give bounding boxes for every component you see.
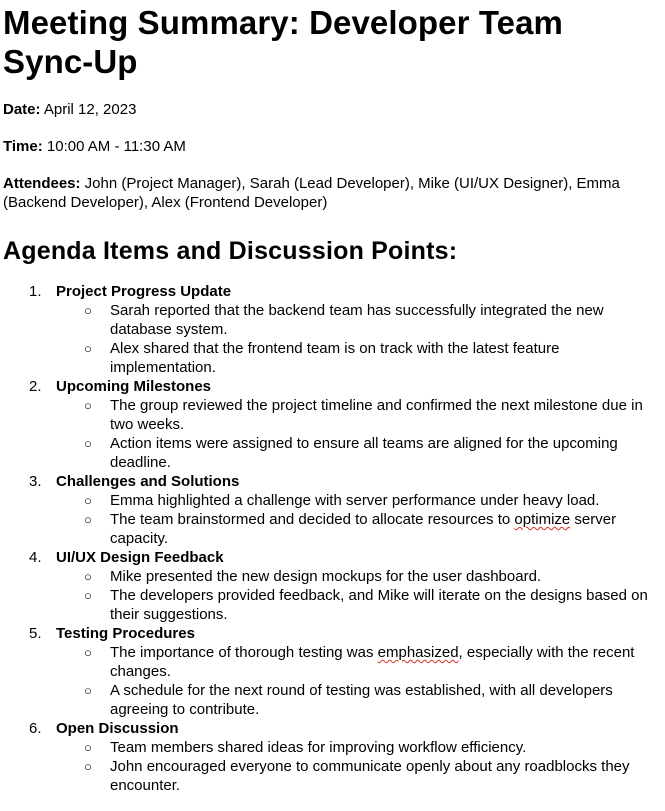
point-text: The team brainstormed and decided to allocate resources to optimize server capacity. (110, 511, 617, 547)
bullet-icon: ○ (84, 740, 92, 755)
point-text: Sarah reported that the backend team has successfully integrated the new database system. (110, 302, 604, 338)
point-list (56, 567, 661, 624)
list-item (56, 510, 661, 548)
attendees-value: John (Project Manager), Sarah (Lead Developer), Mike (UI/UX Designer), Emma (Backend Developer), Alex (Frontend Developer) (3, 175, 620, 211)
date-label: Date: (3, 101, 41, 118)
bullet-icon: ○ (84, 512, 92, 527)
agenda-number: 2. (29, 378, 42, 395)
list-item (56, 586, 661, 624)
list-item (56, 738, 661, 757)
document-body (3, 0, 661, 795)
agenda-item (3, 719, 661, 795)
meta-date (3, 100, 661, 119)
agenda-number: 5. (29, 625, 42, 642)
list-item (56, 434, 661, 472)
agenda-number: 4. (29, 549, 42, 566)
point-text: Action items were assigned to ensure all teams are aligned for the upcoming deadline. (110, 435, 618, 471)
meta-attendees (3, 174, 661, 212)
list-item (56, 301, 661, 339)
bullet-icon: ○ (84, 645, 92, 660)
agenda-item (3, 624, 661, 719)
agenda-number: 3. (29, 473, 42, 490)
time-label: Time: (3, 138, 43, 155)
point-text: Team members shared ideas for improving workflow efficiency. (110, 739, 527, 756)
attendees-label: Attendees: (3, 175, 81, 192)
list-item (56, 339, 661, 377)
point-text: The developers provided feedback, and Mike will iterate on the designs based on their suggestions. (110, 587, 648, 623)
spellcheck-flag[interactable]: optimize (514, 511, 571, 528)
agenda-item-title: Challenges and Solutions (56, 473, 240, 490)
list-item (56, 491, 661, 510)
point-text: Emma highlighted a challenge with server performance under heavy load. (110, 492, 600, 509)
agenda-number: 1. (29, 283, 42, 300)
bullet-icon: ○ (84, 569, 92, 584)
point-text: Alex shared that the frontend team is on track with the latest feature implementation. (110, 340, 560, 376)
section-heading: Agenda Items and Discussion Points: (3, 237, 458, 265)
point-list (56, 396, 661, 472)
bullet-icon: ○ (84, 341, 92, 356)
list-item (56, 757, 661, 795)
bullet-icon: ○ (84, 436, 92, 451)
point-text: The importance of thorough testing was emphasized, especially with the recent changes. (110, 644, 635, 680)
bullet-icon: ○ (84, 493, 92, 508)
list-item (56, 567, 661, 586)
point-list (56, 491, 661, 548)
point-list (56, 738, 661, 795)
point-text: John encouraged everyone to communicate openly about any roadblocks they encounter. (110, 758, 630, 794)
point-text: The group reviewed the project timeline and confirmed the next milestone due in two weeks. (110, 397, 643, 433)
document-title: Meeting Summary: Developer Team Sync-Up (3, 4, 563, 80)
bullet-icon: ○ (84, 588, 92, 603)
agenda-item-title: Testing Procedures (56, 625, 195, 642)
date-value: April 12, 2023 (40, 101, 137, 118)
spellcheck-flag[interactable]: emphasized (377, 644, 459, 661)
agenda-list (3, 282, 661, 795)
bullet-icon: ○ (84, 759, 92, 774)
agenda-item-title: Upcoming Milestones (56, 378, 212, 395)
point-list (56, 301, 661, 377)
bullet-icon: ○ (84, 398, 92, 413)
list-item (56, 681, 661, 719)
point-text: Mike presented the new design mockups for the user dashboard. (110, 568, 542, 585)
agenda-item-title: UI/UX Design Feedback (56, 549, 224, 566)
bullet-icon: ○ (84, 303, 92, 318)
agenda-item-title: Open Discussion (56, 720, 179, 737)
agenda-item (3, 377, 661, 472)
agenda-number: 6. (29, 720, 42, 737)
agenda-item-title: Project Progress Update (56, 283, 232, 300)
agenda-item (3, 548, 661, 624)
time-value: 10:00 AM - 11:30 AM (42, 138, 186, 155)
list-item (56, 396, 661, 434)
bullet-icon: ○ (84, 683, 92, 698)
point-text: A schedule for the next round of testing was established, with all developers agreeing to contribute. (110, 682, 613, 718)
list-item (56, 643, 661, 681)
meta-time (3, 137, 661, 156)
agenda-item (3, 282, 661, 377)
point-list (56, 643, 661, 719)
agenda-item (3, 472, 661, 548)
